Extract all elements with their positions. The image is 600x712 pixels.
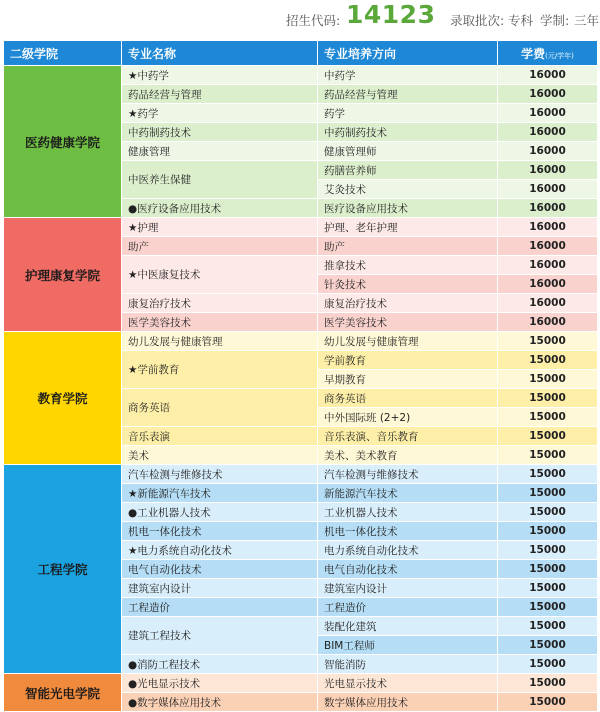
major-name: ★新能源汽车技术 <box>122 484 318 503</box>
table-body <box>4 66 598 712</box>
tuition-fee: 15000 <box>498 465 598 484</box>
training-direction: 幼儿发展与健康管理 <box>318 332 498 351</box>
tuition-fee: 16000 <box>498 256 598 275</box>
tuition-fee: 15000 <box>498 617 598 636</box>
tuition-fee: 15000 <box>498 408 598 427</box>
col-header-fee-label: 学费 <box>521 46 546 61</box>
major-name: 健康管理 <box>122 142 318 161</box>
tuition-fee: 16000 <box>498 123 598 142</box>
training-direction: 药品经营与管理 <box>318 85 498 104</box>
tuition-fee: 16000 <box>498 237 598 256</box>
training-direction: 机电一体化技术 <box>318 522 498 541</box>
training-direction: BIM工程师 <box>318 636 498 655</box>
major-name: ●数字媒体应用技术 <box>122 693 318 712</box>
major-name: 机电一体化技术 <box>122 522 318 541</box>
training-direction: 光电显示技术 <box>318 674 498 693</box>
training-direction: 汽车检测与维修技术 <box>318 465 498 484</box>
training-direction: 商务英语 <box>318 389 498 408</box>
training-direction: 美术、美术教育 <box>318 446 498 465</box>
training-direction: 护理、老年护理 <box>318 218 498 237</box>
batch-value: 专科 <box>508 13 534 28</box>
major-name: 工程造价 <box>122 598 318 617</box>
training-direction: 工程造价 <box>318 598 498 617</box>
training-direction: 工业机器人技术 <box>318 503 498 522</box>
major-name: 建筑工程技术 <box>122 617 318 655</box>
training-direction: 针灸技术 <box>318 275 498 294</box>
tuition-fee: 15000 <box>498 560 598 579</box>
tuition-fee: 15000 <box>498 655 598 674</box>
duration-label: 学制: <box>540 13 570 28</box>
tuition-fee: 15000 <box>498 446 598 465</box>
col-header-major: 专业名称 <box>122 41 318 66</box>
tuition-fee: 16000 <box>498 199 598 218</box>
tuition-fee: 15000 <box>498 389 598 408</box>
table-row <box>4 332 598 351</box>
training-direction: 电力系统自动化技术 <box>318 541 498 560</box>
major-name: ★中医康复技术 <box>122 256 318 294</box>
tuition-fee: 15000 <box>498 370 598 389</box>
major-name: ●工业机器人技术 <box>122 503 318 522</box>
major-name: 电气自动化技术 <box>122 560 318 579</box>
col-header-college: 二级学院 <box>4 41 122 66</box>
training-direction: 装配化建筑 <box>318 617 498 636</box>
tuition-fee: 15000 <box>498 598 598 617</box>
table-row <box>4 674 598 693</box>
major-name: 中医养生保健 <box>122 161 318 199</box>
training-direction: 健康管理师 <box>318 142 498 161</box>
major-name: ●消防工程技术 <box>122 655 318 674</box>
major-name: 汽车检测与维修技术 <box>122 465 318 484</box>
admission-info-bar <box>0 0 600 36</box>
table-row <box>4 465 598 484</box>
training-direction: 音乐表演、音乐教育 <box>318 427 498 446</box>
college-name: 护理康复学院 <box>4 218 122 332</box>
college-name: 教育学院 <box>4 332 122 465</box>
tuition-fee: 16000 <box>498 104 598 123</box>
duration-value: 三年 <box>574 13 600 28</box>
major-name: 音乐表演 <box>122 427 318 446</box>
training-direction: 助产 <box>318 237 498 256</box>
majors-table <box>3 40 598 712</box>
tuition-fee: 15000 <box>498 522 598 541</box>
batch-label: 录取批次: <box>450 13 505 28</box>
tuition-fee: 16000 <box>498 66 598 85</box>
major-name: 药品经营与管理 <box>122 85 318 104</box>
training-direction: 数字媒体应用技术 <box>318 693 498 712</box>
tuition-fee: 15000 <box>498 427 598 446</box>
tuition-fee: 16000 <box>498 313 598 332</box>
major-name: 幼儿发展与健康管理 <box>122 332 318 351</box>
training-direction: 建筑室内设计 <box>318 579 498 598</box>
major-name: ★电力系统自动化技术 <box>122 541 318 560</box>
tuition-fee: 15000 <box>498 636 598 655</box>
training-direction: 艾灸技术 <box>318 180 498 199</box>
major-name: ★学前教育 <box>122 351 318 389</box>
major-name: 医学美容技术 <box>122 313 318 332</box>
major-name: ★护理 <box>122 218 318 237</box>
training-direction: 智能消防 <box>318 655 498 674</box>
college-name: 智能光电学院 <box>4 674 122 712</box>
major-name: ●医疗设备应用技术 <box>122 199 318 218</box>
tuition-fee: 15000 <box>498 351 598 370</box>
training-direction: 康复治疗技术 <box>318 294 498 313</box>
training-direction: 中外国际班 (2+2) <box>318 408 498 427</box>
admission-code: 14123 <box>346 0 436 29</box>
tuition-fee: 16000 <box>498 142 598 161</box>
training-direction: 医学美容技术 <box>318 313 498 332</box>
tuition-fee: 16000 <box>498 275 598 294</box>
tuition-fee: 15000 <box>498 674 598 693</box>
col-header-fee <box>498 41 598 66</box>
major-name: 美术 <box>122 446 318 465</box>
tuition-fee: 16000 <box>498 294 598 313</box>
training-direction: 医疗设备应用技术 <box>318 199 498 218</box>
major-name: 建筑室内设计 <box>122 579 318 598</box>
major-name: 商务英语 <box>122 389 318 427</box>
training-direction: 早期教育 <box>318 370 498 389</box>
tuition-fee: 16000 <box>498 218 598 237</box>
college-name: 工程学院 <box>4 465 122 674</box>
tuition-fee: 15000 <box>498 541 598 560</box>
tuition-fee: 15000 <box>498 332 598 351</box>
col-header-direction: 专业培养方向 <box>318 41 498 66</box>
tuition-fee: 16000 <box>498 180 598 199</box>
table-header-row <box>4 41 598 66</box>
table-row <box>4 218 598 237</box>
college-name: 医药健康学院 <box>4 66 122 218</box>
training-direction: 药膳营养师 <box>318 161 498 180</box>
major-name: 助产 <box>122 237 318 256</box>
training-direction: 中药学 <box>318 66 498 85</box>
training-direction: 新能源汽车技术 <box>318 484 498 503</box>
tuition-fee: 15000 <box>498 579 598 598</box>
major-name: 中药制药技术 <box>122 123 318 142</box>
tuition-fee: 15000 <box>498 503 598 522</box>
tuition-fee: 15000 <box>498 484 598 503</box>
admission-code-label: 招生代码: <box>286 13 341 28</box>
major-name: 康复治疗技术 <box>122 294 318 313</box>
major-name: ★药学 <box>122 104 318 123</box>
tuition-fee: 15000 <box>498 693 598 712</box>
col-header-fee-unit: (元/学年) <box>545 51 574 60</box>
table-row <box>4 66 598 85</box>
major-name: ●光电显示技术 <box>122 674 318 693</box>
tuition-fee: 16000 <box>498 85 598 104</box>
training-direction: 药学 <box>318 104 498 123</box>
tuition-fee: 16000 <box>498 161 598 180</box>
training-direction: 电气自动化技术 <box>318 560 498 579</box>
training-direction: 学前教育 <box>318 351 498 370</box>
major-name: ★中药学 <box>122 66 318 85</box>
training-direction: 中药制药技术 <box>318 123 498 142</box>
training-direction: 推拿技术 <box>318 256 498 275</box>
